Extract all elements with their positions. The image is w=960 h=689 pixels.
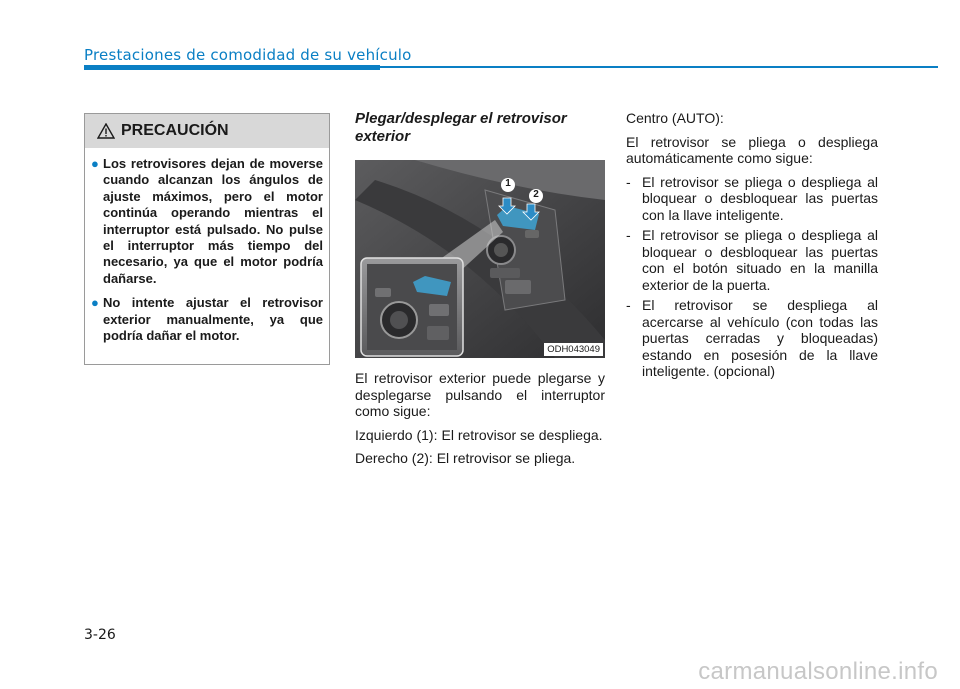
dash-icon: - <box>626 173 631 190</box>
caution-box <box>84 113 330 365</box>
left-switch-desc <box>355 427 605 444</box>
caution-title: PRECAUCIÓN <box>121 122 229 139</box>
watermark: carmanualsonline.info <box>698 658 938 685</box>
section-intro: El retrovisor exterior puede plegarse y desplegarse pulsando el interruptor como sigue: <box>355 370 605 419</box>
auto-item-text: El retrovisor se despliega al acercarse al vehículo (con todas las puertas cerradas y bloqueadas) estando en posesión de la llave inteligente. (opcional) <box>642 297 878 379</box>
mirror-switch-figure <box>355 160 605 358</box>
section-title: Plegar/desplegar el retrovisor exterior <box>355 110 567 145</box>
auto-item <box>626 227 878 293</box>
page-header-title: Prestaciones de comodidad de su vehículo <box>84 46 412 64</box>
column-middle <box>355 110 605 474</box>
auto-item <box>626 297 878 380</box>
left-switch-label: Izquierdo (1): <box>355 426 438 443</box>
caution-item-text: Los retrovisores dejan de moverse cuando alcanzan los ángulos de ajuste máximos, pero el motor continúa operando mientras el interruptor está pulsado. No pulse el interruptor más tiempo del necesario, ya que el motor podría dañarse. <box>103 156 323 286</box>
caution-item-text: No intente ajustar el retrovisor exterior manualmente, ya que podría dañar el motor. <box>103 295 323 344</box>
header-rule <box>84 66 938 68</box>
right-switch-desc: Derecho (2): El retrovisor se pliega. <box>355 450 576 466</box>
auto-item-text: El retrovisor se pliega o despliega al bloquear o desbloquear las puertas con la llave inteligente. <box>642 173 878 223</box>
column-right <box>626 110 878 384</box>
caution-body <box>85 148 329 344</box>
warning-triangle-icon <box>97 123 115 139</box>
callout-2: 2 <box>533 189 539 200</box>
auto-item-text: El retrovisor se pliega o despliega al bloquear o desbloquear las puertas con el botón situado en la manilla exterior de la puerta. <box>642 227 878 293</box>
caution-item <box>91 156 323 287</box>
figure-code: ODH043049 <box>544 343 603 356</box>
dash-icon: - <box>626 227 631 243</box>
bullet-icon: ● <box>91 156 99 171</box>
callout-1: 1 <box>505 178 511 189</box>
bullet-icon: ● <box>91 295 99 311</box>
page-number: 3-26 <box>84 627 116 643</box>
auto-item <box>626 174 878 224</box>
auto-heading: Centro (AUTO): <box>626 110 724 126</box>
caution-item <box>91 295 323 344</box>
caution-header <box>85 114 329 148</box>
auto-intro: El retrovisor se pliega o despliega automáticamente como sigue: <box>626 133 878 166</box>
left-switch-text: El retrovisor se despliega. <box>441 426 603 443</box>
dash-icon: - <box>626 297 631 313</box>
door-panel-illustration <box>355 160 605 358</box>
